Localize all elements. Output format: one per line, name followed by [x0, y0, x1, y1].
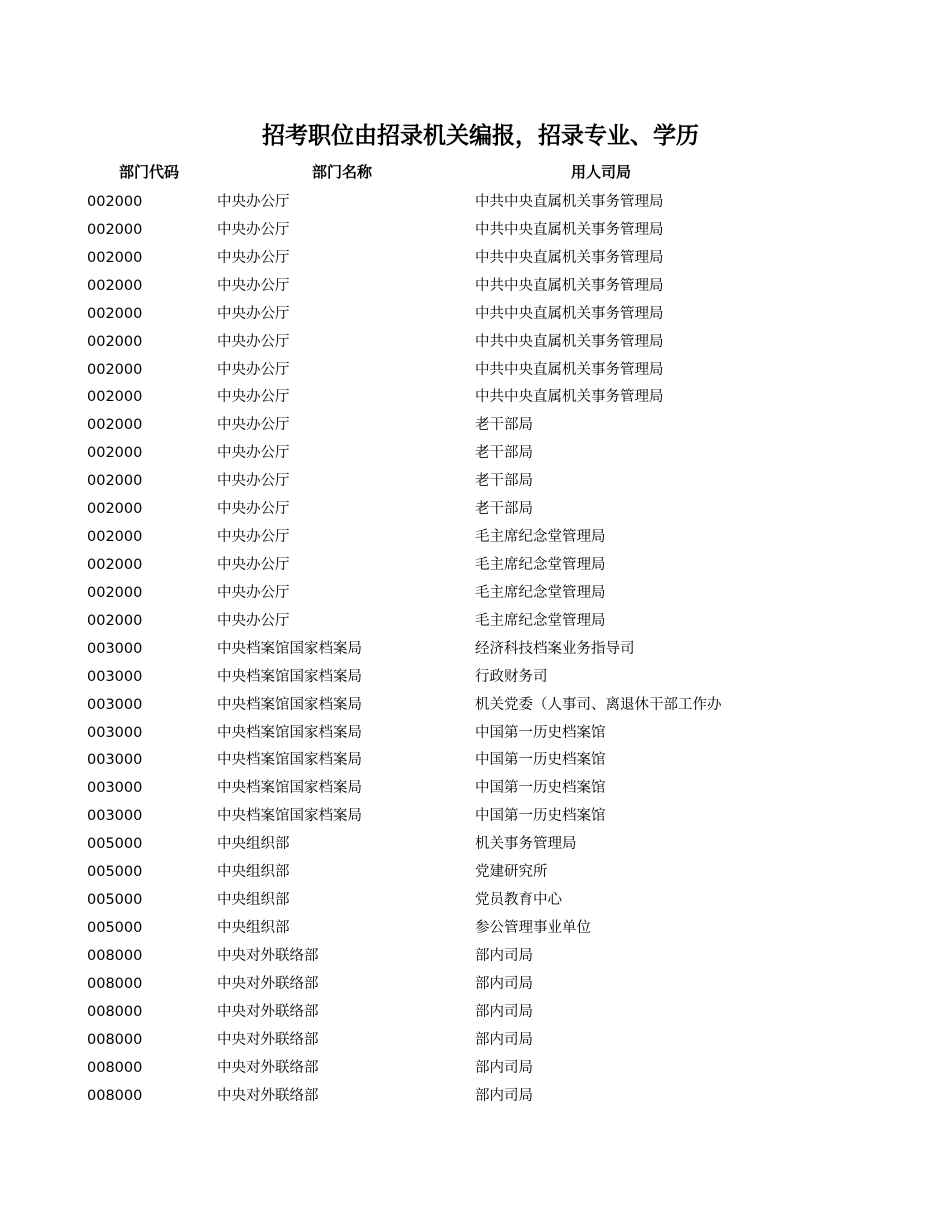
cell-hiring-bureau: 中共中央直属机关事务管理局: [475, 361, 664, 378]
cell-department-code: 002000: [87, 249, 143, 266]
column-header-name: 部门名称: [311, 163, 372, 181]
cell-department-code: 003000: [87, 640, 143, 657]
cell-hiring-bureau: 中共中央直属机关事务管理局: [475, 305, 664, 322]
table-row: [0, 551, 950, 579]
table-row: [0, 970, 950, 998]
cell-hiring-bureau: 机关党委（人事司、离退休干部工作办: [475, 696, 722, 713]
table-row: [0, 523, 950, 551]
cell-hiring-bureau: 中共中央直属机关事务管理局: [475, 221, 664, 238]
cell-hiring-bureau: 机关事务管理局: [475, 836, 577, 853]
cell-department-name: 中央对外联络部: [217, 1087, 319, 1104]
table-row: [0, 188, 950, 216]
cell-department-name: 中央组织部: [217, 919, 290, 936]
table-row: [0, 356, 950, 384]
cell-hiring-bureau: 老干部局: [475, 501, 533, 518]
table-row: [0, 1026, 950, 1054]
table-row: [0, 272, 950, 300]
table-body: [0, 188, 950, 1109]
cell-department-code: 008000: [87, 1087, 143, 1104]
cell-department-name: 中央办公厅: [217, 473, 290, 490]
cell-department-code: 008000: [87, 1059, 143, 1076]
cell-hiring-bureau: 中共中央直属机关事务管理局: [475, 194, 664, 210]
cell-department-name: 中央办公厅: [217, 277, 290, 294]
cell-hiring-bureau: 部内司局: [475, 947, 533, 964]
cell-hiring-bureau: 部内司局: [475, 1059, 533, 1076]
cell-hiring-bureau: 参公管理事业单位: [475, 919, 591, 936]
table-row: [0, 830, 950, 858]
cell-department-code: 002000: [87, 361, 143, 378]
table-row: [0, 411, 950, 439]
column-header-bureau: 用人司局: [570, 163, 631, 181]
cell-department-name: 中央办公厅: [217, 249, 290, 266]
table-row: [0, 1054, 950, 1082]
cell-hiring-bureau: 中国第一历史档案馆: [475, 780, 606, 797]
cell-department-code: 002000: [87, 221, 143, 238]
cell-department-code: 008000: [87, 975, 143, 992]
cell-department-code: 002000: [87, 445, 143, 462]
cell-department-code: 005000: [87, 892, 143, 909]
cell-department-code: 003000: [87, 696, 143, 713]
table-row: [0, 719, 950, 747]
cell-hiring-bureau: 中国第一历史档案馆: [475, 808, 606, 825]
table-row: [0, 244, 950, 272]
cell-hiring-bureau: 中共中央直属机关事务管理局: [475, 249, 664, 266]
cell-hiring-bureau: 部内司局: [475, 1031, 533, 1048]
cell-department-code: 002000: [87, 556, 143, 573]
cell-department-code: 008000: [87, 947, 143, 964]
cell-hiring-bureau: 部内司局: [475, 1003, 533, 1020]
cell-hiring-bureau: 毛主席纪念堂管理局: [475, 556, 606, 573]
table-header: [0, 160, 950, 184]
cell-department-code: 005000: [87, 919, 143, 936]
cell-department-code: 002000: [87, 305, 143, 322]
table-row: [0, 942, 950, 970]
cell-department-code: 008000: [87, 1031, 143, 1048]
cell-hiring-bureau: 经济科技档案业务指导司: [475, 640, 635, 657]
cell-hiring-bureau: 毛主席纪念堂管理局: [475, 584, 606, 601]
cell-department-code: 003000: [87, 668, 143, 685]
cell-hiring-bureau: 行政财务司: [475, 668, 548, 685]
cell-department-code: 002000: [87, 194, 143, 210]
cell-hiring-bureau: 中国第一历史档案馆: [475, 752, 606, 769]
cell-department-name: 中央办公厅: [217, 333, 290, 350]
cell-hiring-bureau: 毛主席纪念堂管理局: [475, 529, 606, 546]
cell-department-name: 中央档案馆国家档案局: [217, 780, 362, 797]
cell-department-name: 中央档案馆国家档案局: [217, 696, 362, 713]
table-row: [0, 607, 950, 635]
cell-hiring-bureau: 老干部局: [475, 417, 533, 434]
cell-department-code: 002000: [87, 612, 143, 629]
table-row: [0, 495, 950, 523]
cell-hiring-bureau: 老干部局: [475, 445, 533, 462]
cell-department-name: 中央档案馆国家档案局: [217, 752, 362, 769]
table-row: [0, 467, 950, 495]
cell-department-code: 002000: [87, 501, 143, 518]
cell-hiring-bureau: 老干部局: [475, 473, 533, 490]
table-row: [0, 1082, 950, 1110]
cell-department-code: 005000: [87, 836, 143, 853]
cell-hiring-bureau: 中共中央直属机关事务管理局: [475, 333, 664, 350]
cell-department-name: 中央办公厅: [217, 389, 290, 406]
cell-hiring-bureau: 中共中央直属机关事务管理局: [475, 277, 664, 294]
cell-department-name: 中央档案馆国家档案局: [217, 808, 362, 825]
cell-department-name: 中央对外联络部: [217, 975, 319, 992]
cell-department-name: 中央办公厅: [217, 417, 290, 434]
cell-hiring-bureau: 毛主席纪念堂管理局: [475, 612, 606, 629]
cell-department-code: 003000: [87, 724, 143, 741]
table-row: [0, 802, 950, 830]
cell-department-code: 002000: [87, 473, 143, 490]
table-row: [0, 383, 950, 411]
table-row: [0, 858, 950, 886]
cell-department-name: 中央办公厅: [217, 529, 290, 546]
cell-department-code: 002000: [87, 417, 143, 434]
cell-department-code: 002000: [87, 277, 143, 294]
cell-hiring-bureau: 党建研究所: [475, 864, 548, 881]
cell-department-code: 003000: [87, 808, 143, 825]
cell-hiring-bureau: 党员教育中心: [475, 892, 562, 909]
table-row: [0, 746, 950, 774]
cell-hiring-bureau: 部内司局: [475, 975, 533, 992]
cell-department-name: 中央组织部: [217, 892, 290, 909]
table-row: [0, 998, 950, 1026]
table-row: [0, 691, 950, 719]
cell-department-name: 中央办公厅: [217, 194, 290, 210]
cell-department-name: 中央档案馆国家档案局: [217, 724, 362, 741]
table-row: [0, 439, 950, 467]
table-row: [0, 886, 950, 914]
cell-department-name: 中央对外联络部: [217, 1003, 319, 1020]
cell-department-name: 中央档案馆国家档案局: [217, 668, 362, 685]
cell-department-name: 中央对外联络部: [217, 1059, 319, 1076]
cell-department-name: 中央办公厅: [217, 556, 290, 573]
cell-department-code: 002000: [87, 529, 143, 546]
table-row: [0, 216, 950, 244]
cell-department-name: 中央对外联络部: [217, 1031, 319, 1048]
cell-department-name: 中央办公厅: [217, 584, 290, 601]
table-row: [0, 914, 950, 942]
table-row: [0, 328, 950, 356]
cell-department-code: 002000: [87, 333, 143, 350]
cell-department-name: 中央组织部: [217, 864, 290, 881]
cell-department-name: 中央档案馆国家档案局: [217, 640, 362, 657]
cell-department-name: 中央办公厅: [217, 305, 290, 322]
cell-hiring-bureau: 中共中央直属机关事务管理局: [475, 389, 664, 406]
cell-department-name: 中央办公厅: [217, 361, 290, 378]
table-row: [0, 635, 950, 663]
cell-department-code: 008000: [87, 1003, 143, 1020]
cell-department-code: 002000: [87, 389, 143, 406]
cell-department-name: 中央办公厅: [217, 445, 290, 462]
cell-department-code: 003000: [87, 752, 143, 769]
cell-department-code: 003000: [87, 780, 143, 797]
cell-department-name: 中央办公厅: [217, 612, 290, 629]
table-row: [0, 774, 950, 802]
table-row: [0, 663, 950, 691]
cell-department-name: 中央办公厅: [217, 221, 290, 238]
cell-hiring-bureau: 部内司局: [475, 1087, 533, 1104]
table-row: [0, 300, 950, 328]
cell-department-name: 中央对外联络部: [217, 947, 319, 964]
table-row: [0, 579, 950, 607]
cell-department-name: 中央办公厅: [217, 501, 290, 518]
cell-department-code: 005000: [87, 864, 143, 881]
page-title: 招考职位由招录机关编报，招录专业、学历: [262, 123, 699, 149]
column-header-code: 部门代码: [118, 163, 179, 181]
cell-department-code: 002000: [87, 584, 143, 601]
cell-department-name: 中央组织部: [217, 836, 290, 853]
cell-hiring-bureau: 中国第一历史档案馆: [475, 724, 606, 741]
